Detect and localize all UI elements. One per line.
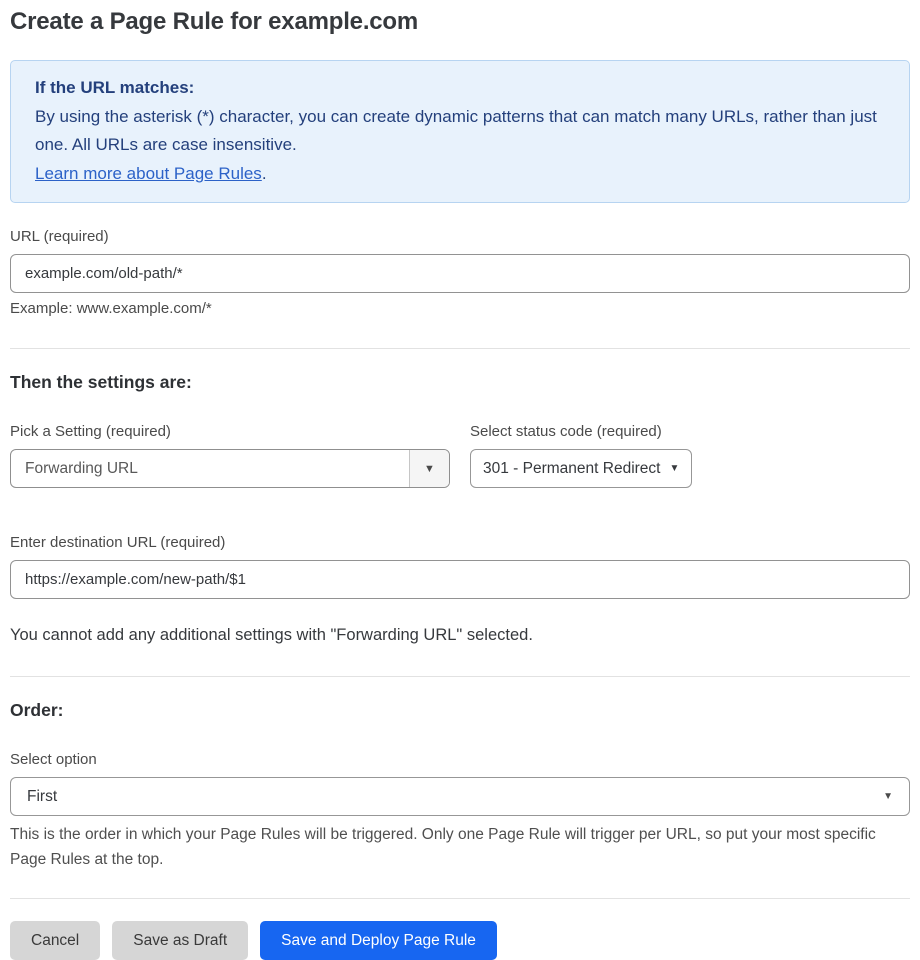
cancel-button[interactable]: Cancel xyxy=(10,921,100,960)
order-select-value: First xyxy=(27,787,58,805)
order-section-heading: Order: xyxy=(10,700,64,720)
divider xyxy=(10,898,910,899)
destination-url-input[interactable] xyxy=(10,560,910,599)
order-select-label: Select option xyxy=(10,751,97,768)
url-label: URL (required) xyxy=(10,228,109,245)
info-box-link-line xyxy=(35,160,885,189)
save-draft-button[interactable]: Save as Draft xyxy=(112,921,248,960)
url-input[interactable] xyxy=(10,254,910,293)
order-description: This is the order in which your Page Rules will be triggered. Only one Page Rule will trigger per URL, so put your most specific Page Rules at the top. xyxy=(10,826,876,868)
setting-select-column xyxy=(10,423,450,488)
status-select-column xyxy=(470,423,692,488)
chevron-down-icon[interactable]: ▼ xyxy=(409,450,449,487)
url-hint: Example: www.example.com/* xyxy=(10,300,212,317)
status-select-value: 301 - Permanent Redirect xyxy=(483,459,661,477)
chevron-down-icon: ▼ xyxy=(883,791,893,802)
setting-select-label: Pick a Setting (required) xyxy=(10,423,171,440)
divider xyxy=(10,676,910,677)
status-code-select[interactable] xyxy=(470,449,692,488)
url-match-info-box xyxy=(10,60,910,203)
form-actions xyxy=(10,921,910,960)
page-title: Create a Page Rule for example.com xyxy=(10,8,419,35)
save-deploy-button[interactable]: Save and Deploy Page Rule xyxy=(260,921,497,960)
order-select[interactable] xyxy=(10,777,910,816)
info-box-body: By using the asterisk (*) character, you can create dynamic patterns that can match many URLs, rather than just one. All URLs are case insensitive. xyxy=(35,106,877,154)
chevron-down-icon: ▼ xyxy=(669,463,680,474)
link-suffix: . xyxy=(261,163,267,183)
settings-selects-row xyxy=(10,423,910,488)
forwarding-url-note: You cannot add any additional settings with "Forwarding URL" selected. xyxy=(10,626,533,644)
setting-select[interactable] xyxy=(10,449,450,488)
learn-more-link[interactable]: Learn more about Page Rules xyxy=(35,163,262,183)
setting-select-value: Forwarding URL xyxy=(25,459,138,477)
status-select-label: Select status code (required) xyxy=(470,423,662,440)
info-box-heading: If the URL matches: xyxy=(35,78,195,97)
settings-section-heading: Then the settings are: xyxy=(10,372,192,392)
destination-url-label: Enter destination URL (required) xyxy=(10,534,226,551)
divider xyxy=(10,348,910,349)
